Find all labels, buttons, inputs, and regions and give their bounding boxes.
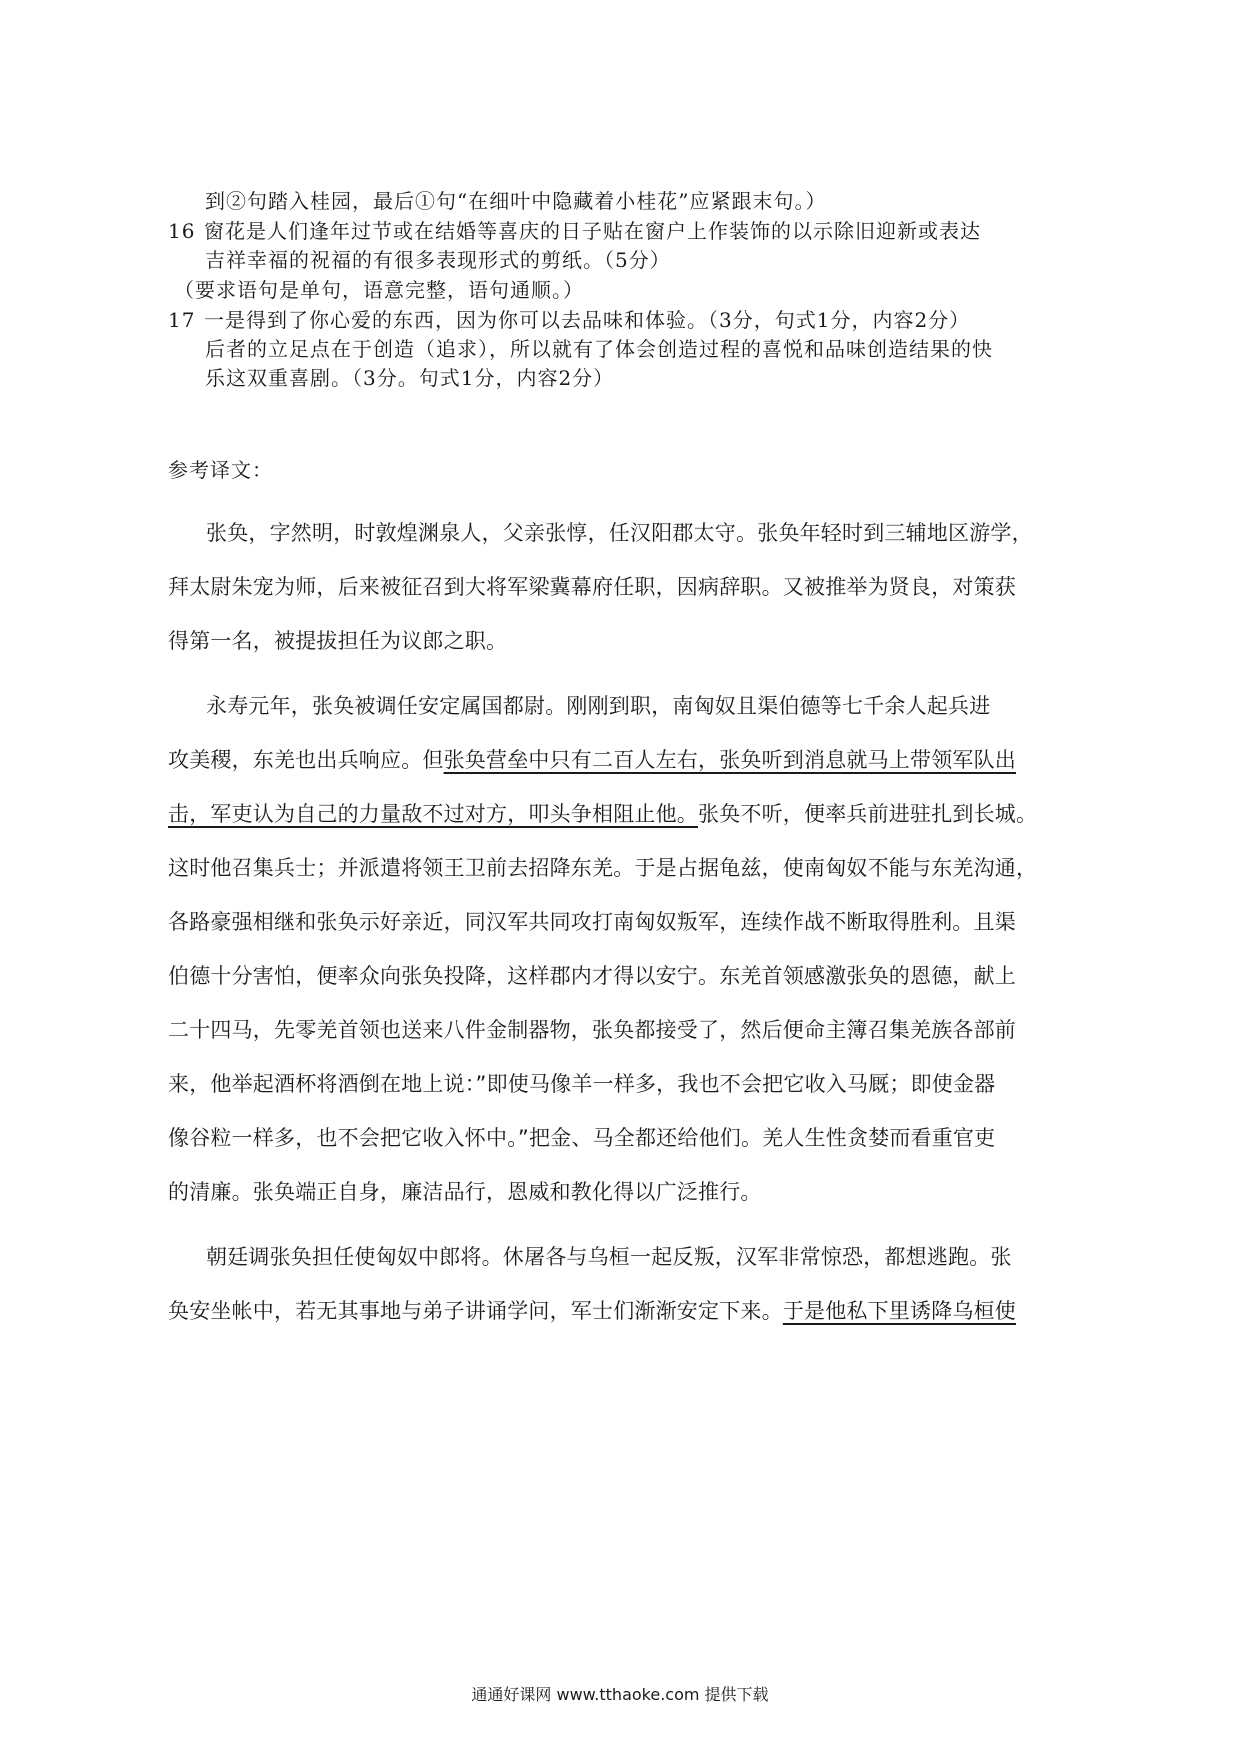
- answer-16-line2: [205, 244, 671, 273]
- p3-line1: [206, 1241, 1012, 1271]
- p1-line3: [168, 625, 507, 655]
- p2-line3: [168, 798, 1037, 828]
- answer-16-text-1: 窗花是人们逢年过节或在结婚等喜庆的日子贴在窗户上作装饰的以示除旧迎新或表达: [204, 219, 981, 243]
- p2-text-1: 永寿元年，张奂被调任安定属国都尉。刚刚到职，南匈奴且渠伯德等七千余人起兵进: [206, 694, 991, 718]
- answer-16-note-text: （要求语句是单句，语意完整，语句通顺。）: [174, 278, 584, 302]
- p2-text-2a: 攻美稷，东羌也出兵响应。但: [168, 748, 444, 772]
- p1-line2: [168, 571, 1016, 601]
- p2-line6: [168, 960, 1016, 990]
- p2-line1: [206, 690, 990, 720]
- answer-17-text-2: 后者的立足点在于创造（追求），所以就有了体会创造过程的喜悦和品味创造结果的快: [205, 337, 993, 361]
- p2-text-10: 的清廉。张奂端正自身，廉洁品行，恩威和教化得以广泛推行。: [168, 1180, 762, 1204]
- answer-17-line3: [205, 362, 614, 391]
- p1-text-2: 拜太尉朱宠为师，后来被征召到大将军梁冀幕府任职，因病辞职。又被推举为贤良，对策获: [168, 575, 1016, 599]
- translation-heading-text: 参考译文：: [168, 458, 273, 482]
- p2-line8: [168, 1068, 995, 1098]
- p1-line1: [206, 517, 1033, 547]
- p2-line2: [168, 744, 1016, 774]
- p2-text-8: 来，他举起酒杯将酒倒在地上说：”即使马像羊一样多，我也不会把它收入马厩；即使金器: [168, 1072, 996, 1096]
- p2-underlined-3: 击，军吏认为自己的力量敌不过对方，叩头争相阻止他。: [168, 802, 698, 826]
- p3-line2: [168, 1295, 1016, 1325]
- answer-17-text-1: 一是得到了你心爱的东西，因为你可以去品味和体验。（3分，句式1分，内容2分）: [204, 308, 971, 332]
- page-footer: [0, 1682, 1240, 1705]
- p2-text-6: 伯德十分害怕，便率众向张奂投降，这样郡内才得以安宁。东羌首领感激张奂的恩德，献上: [168, 964, 1016, 988]
- p3-text-2a: 奂安坐帐中，若无其事地与弟子讲诵学问，军士们渐渐安定下来。: [168, 1299, 783, 1323]
- p2-text-7: 二十四马，先零羌首领也送来八件金制器物，张奂都接受了，然后便命主簿召集羌族各部前: [168, 1018, 1016, 1042]
- p3-text-1: 朝廷调张奂担任使匈奴中郎将。休屠各与乌桓一起反叛，汉军非常惊恐，都想逃跑。张: [206, 1245, 1012, 1269]
- answer-16-note: [174, 274, 584, 303]
- p2-line5: [168, 906, 1016, 936]
- answer-17-text-3: 乐这双重喜剧。（3分。句式1分，内容2分）: [205, 366, 615, 390]
- answer-17-line2: [205, 333, 993, 362]
- answer-16-text-2: 吉祥幸福的祝福的有很多表现形式的剪纸。（5分）: [205, 248, 671, 272]
- footer-text: 通通好课网 www.tthaoke.com 提供下载: [471, 1685, 769, 1704]
- p2-line10: [168, 1176, 762, 1206]
- answer-17-line1: [168, 304, 970, 333]
- p1-text-3: 得第一名，被提拔担任为议郎之职。: [168, 629, 508, 653]
- p2-underlined-2: 张奂营垒中只有二百人左右，张奂听到消息就马上带领军队出: [443, 748, 1017, 772]
- p3-underlined-2: 于是他私下里诱降乌桓使: [782, 1299, 1017, 1323]
- answer-16-number: 16: [168, 219, 196, 243]
- p2-line9: [168, 1122, 995, 1152]
- p2-text-3b: 张奂不听，便率兵前进驻扎到长城。: [698, 802, 1038, 826]
- p2-line4: [168, 852, 1037, 882]
- p2-text-5: 各路豪强相继和张奂示好亲近，同汉军共同攻打南匈奴叛军，连续作战不断取得胜利。且渠: [168, 910, 1016, 934]
- answer-15-tail: [205, 185, 826, 214]
- translation-heading: [168, 454, 273, 483]
- p2-text-4: 这时他召集兵士；并派遣将领王卫前去招降东羌。于是占据龟兹，使南匈奴不能与东羌沟通，: [168, 856, 1038, 880]
- p1-text-1: 张奂，字然明，时敦煌渊泉人，父亲张惇，任汉阳郡太守。张奂年轻时到三辅地区游学，: [206, 521, 1033, 545]
- p2-line7: [168, 1014, 1016, 1044]
- answer-17-number: 17: [168, 308, 196, 332]
- answer-16-line1: [168, 215, 981, 244]
- answer-15-tail-text: 到②句踏入桂园，最后①句“在细叶中隐藏着小桂花”应紧跟末句。）: [205, 189, 827, 213]
- p2-text-9: 像谷粒一样多，也不会把它收入怀中。”把金、马全都还给他们。羌人生性贪婪而看重官吏: [168, 1126, 996, 1150]
